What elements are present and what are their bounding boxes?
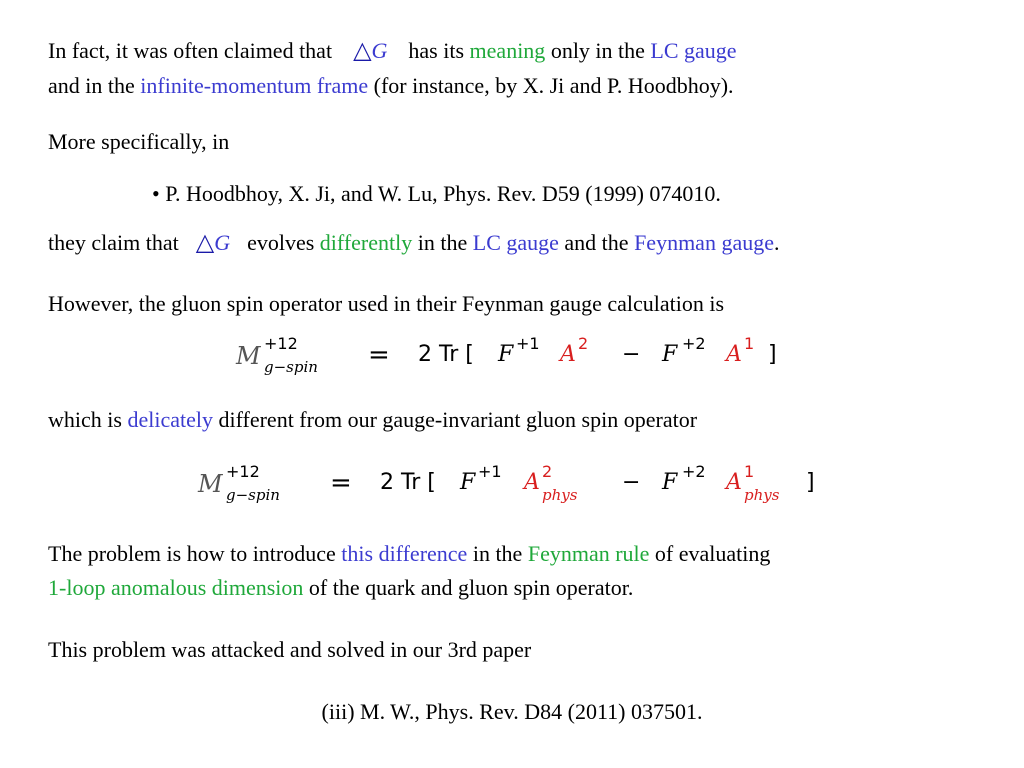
highlight-feynman-gauge: Feynman gauge	[634, 230, 774, 255]
eq1-minus: −	[622, 342, 641, 367]
eq2-f2-sup: +2	[682, 462, 706, 481]
eq1-m-sup: +12	[264, 334, 298, 353]
paragraph-1-line-2	[48, 72, 734, 100]
eq2-a1-sub: phys	[542, 486, 578, 504]
highlight-meaning: meaning	[469, 38, 546, 63]
eq2-a1: A	[524, 470, 540, 495]
highlight-feynman-rule: Feynman rule	[527, 541, 650, 566]
eq1-equals: =	[368, 340, 390, 370]
bullet-mark: •	[152, 181, 160, 206]
text-segment: in the	[417, 230, 468, 255]
eq1-f1-sup: +1	[516, 334, 540, 353]
text-segment: has its	[408, 38, 465, 63]
text-segment: evolves	[247, 230, 315, 255]
eq2-a2: A	[726, 470, 742, 495]
eq2-f1: F	[460, 470, 476, 495]
highlight-infinite-momentum-frame: infinite-momentum frame	[140, 73, 369, 98]
equation-2	[198, 462, 828, 512]
eq2-m-sub: g−spin	[226, 486, 280, 504]
eq1-coef: 2 Tr [	[418, 342, 474, 367]
highlight-1-loop-anomalous-dimension: 1-loop anomalous dimension	[48, 575, 304, 600]
text-segment: and the	[564, 230, 629, 255]
paragraph-1-line-1	[48, 36, 737, 65]
paragraph-3	[48, 228, 779, 257]
eq2-close: ]	[806, 470, 815, 495]
text-segment: in the	[472, 541, 523, 566]
text-segment: different from our gauge-invariant gluon spin operator	[218, 407, 698, 432]
delta-symbol: △	[195, 228, 215, 256]
text-segment: only in the	[550, 38, 645, 63]
eq2-coef: 2 Tr [	[380, 470, 436, 495]
highlight-differently: differently	[319, 230, 413, 255]
paragraph-2: More specifically, in	[48, 129, 230, 154]
eq2-a2-sub: phys	[744, 486, 780, 504]
eq1-f2-sup: +2	[682, 334, 706, 353]
reference-iii: (iii) M. W., Phys. Rev. D84 (2011) 037501.	[321, 699, 703, 724]
text-segment: .	[773, 230, 780, 255]
paragraph-5	[48, 406, 697, 434]
highlight-delicately: delicately	[127, 407, 213, 432]
eq1-a2-sup: 1	[744, 334, 755, 353]
eq1-f1: F	[498, 342, 514, 367]
eq2-f1-sup: +1	[478, 462, 502, 481]
eq2-equals: =	[330, 468, 352, 498]
delta-symbol: △	[353, 36, 372, 64]
math-g: G	[214, 230, 231, 255]
math-g: G	[371, 38, 388, 63]
highlight-this-difference: this difference	[341, 541, 468, 566]
text-segment: and in the	[48, 73, 135, 98]
eq2-minus: −	[622, 470, 641, 495]
text-segment: (for instance, by X. Ji and P. Hoodbhoy).	[373, 73, 734, 98]
eq2-a2-sup: 1	[744, 462, 755, 481]
eq2-m-sup: +12	[226, 462, 260, 481]
equation-1	[236, 334, 796, 384]
highlight-lc-gauge: LC gauge	[472, 230, 559, 255]
eq1-m-sub: g−spin	[264, 358, 318, 376]
eq1-a1: A	[560, 342, 576, 367]
paragraph-4: However, the gluon spin operator used in their Feynman gauge calculation is	[48, 291, 725, 316]
text-segment: which is	[48, 407, 122, 432]
eq1-m: M	[236, 342, 261, 370]
eq1-f2: F	[662, 342, 678, 367]
text-segment: of evaluating	[654, 541, 771, 566]
eq2-a1-sup: 2	[542, 462, 553, 481]
paragraph-7: This problem was attacked and solved in our 3rd paper	[48, 637, 532, 662]
bullet-text: P. Hoodbhoy, X. Ji, and W. Lu, Phys. Rev. D59 (1999) 074010.	[165, 181, 721, 206]
paragraph-6-line-1	[48, 540, 770, 568]
text-segment: of the quark and gluon spin operator.	[308, 575, 634, 600]
text-segment: The problem is how to introduce	[48, 541, 336, 566]
eq1-a2: A	[726, 342, 742, 367]
bullet-reference	[152, 180, 721, 208]
paragraph-6-line-2	[48, 574, 633, 602]
text-segment: In fact, it was often claimed that	[48, 38, 333, 63]
eq1-a1-sup: 2	[578, 334, 589, 353]
text-segment: they claim that	[48, 230, 179, 255]
eq2-f2: F	[662, 470, 678, 495]
highlight-lc-gauge: LC gauge	[650, 38, 737, 63]
eq2-m: M	[198, 470, 223, 498]
eq1-close: ]	[768, 342, 777, 367]
